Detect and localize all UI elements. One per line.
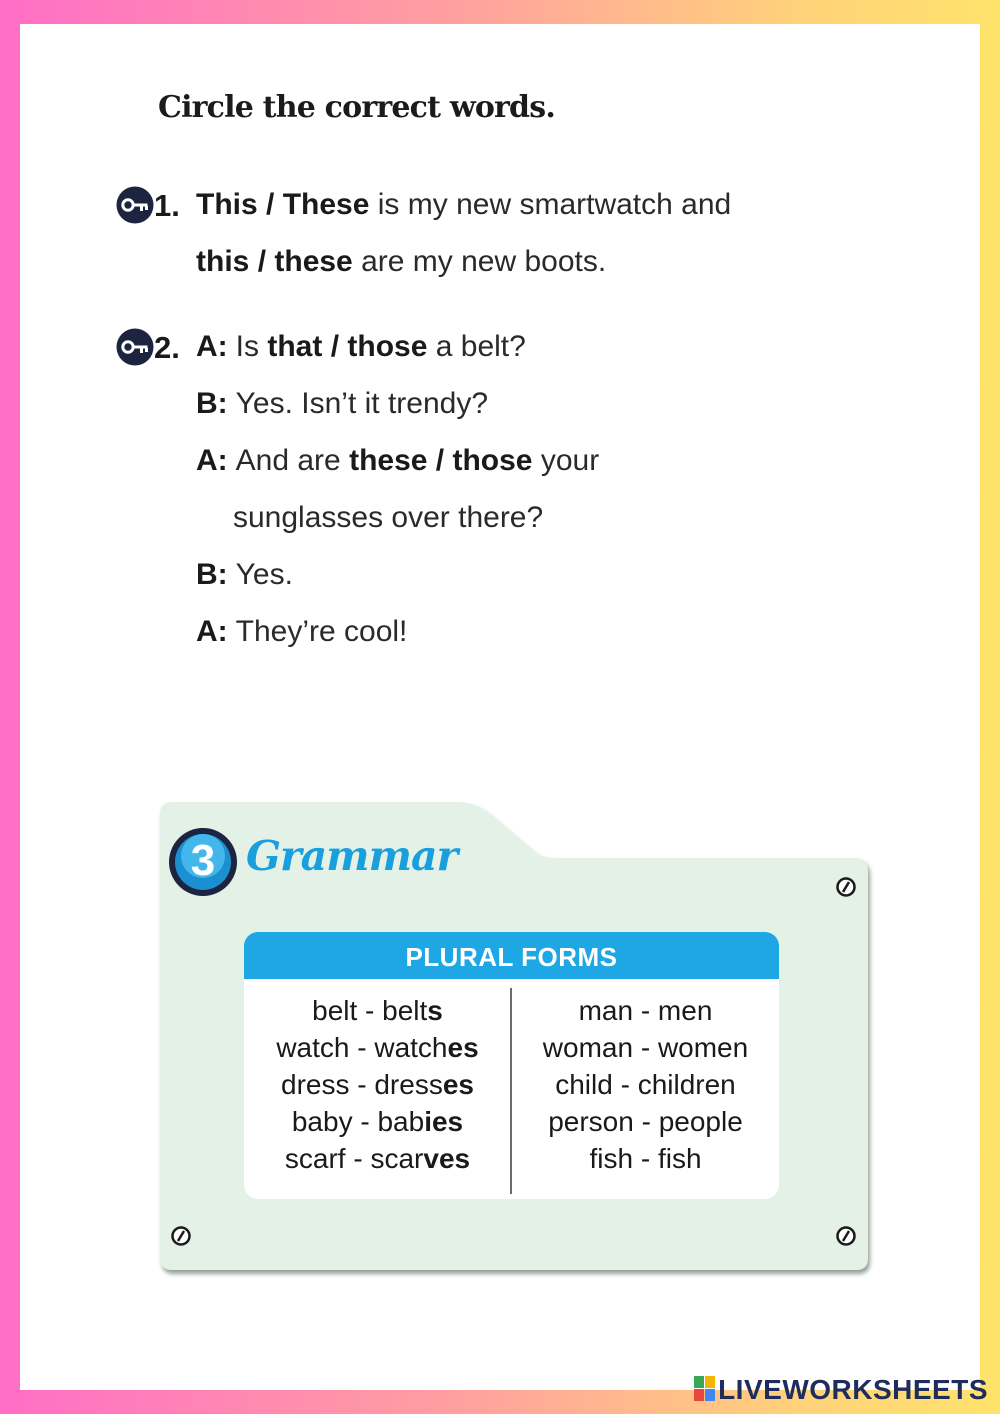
table-row: man - men [578,995,713,1026]
choice-separator: / [257,245,267,278]
table-row: baby - babies [291,1106,464,1137]
screw-icon [170,1225,192,1247]
screw-icon [835,876,857,898]
sentence-text: And are [235,444,341,477]
key-icon [116,328,154,366]
section-number-badge [167,826,239,898]
item-1-line-1 [196,188,731,222]
sentence-text: sunglasses over there? [233,501,544,534]
speaker-label: A: [196,330,228,363]
instruction-heading: Circle the correct words. [158,90,555,125]
choice-separator: / [435,444,445,477]
sentence-text: Yes. Isn’t it trendy? [235,387,489,420]
section-number: 3 [190,836,216,885]
item-number: 2. [154,330,180,365]
choice-these[interactable]: these [274,245,353,278]
dialogue-line-5 [196,558,293,592]
table-row: belt - belts [312,995,443,1026]
speaker-label: A: [196,615,228,648]
dialogue-line-4 [233,501,543,535]
plural-forms-table [244,932,779,1199]
grammar-title: Grammar [246,832,458,880]
table-row: fish - fish [589,1143,702,1174]
table-header: PLURAL FORMS [244,932,779,979]
sentence-text: a belt? [435,330,526,363]
table-row: woman - women [542,1032,749,1063]
worksheet-page [20,24,980,1390]
key-icon [116,186,154,224]
table-column-regular [244,992,511,1177]
choice-this[interactable]: this [196,245,250,278]
speaker-label: B: [196,387,228,420]
sentence-text: is my new smartwatch and [377,188,732,221]
speaker-label: A: [196,444,228,477]
choice-these[interactable]: these [349,444,428,477]
dialogue-line-3 [196,444,599,478]
item-number: 1. [154,188,180,223]
liveworksheets-logo-icon [694,1376,716,1402]
choice-separator: / [330,330,340,363]
table-row: dress - dresses [281,1069,474,1100]
table-row: scarf - scarves [284,1143,471,1174]
table-row: watch - watches [276,1032,479,1063]
item-1-line-2 [196,245,606,279]
dialogue-line-2 [196,387,488,421]
choice-these[interactable]: These [282,188,370,221]
choice-that[interactable]: that [267,330,323,363]
dialogue-line-6 [196,615,407,649]
sentence-text: Yes. [235,558,293,591]
dialogue-line-1 [196,330,526,364]
table-row: person - people [548,1106,743,1137]
choice-those[interactable]: those [347,330,428,363]
sentence-text: Is [235,330,259,363]
choice-those[interactable]: those [452,444,533,477]
speaker-label: B: [196,558,228,591]
screw-icon [835,1225,857,1247]
liveworksheets-watermark: LIVEWORKSHEETS [694,1374,988,1406]
sentence-text: are my new boots. [361,245,607,278]
choice-this[interactable]: This [196,188,258,221]
table-row: child - children [555,1069,736,1100]
sentence-text: your [540,444,600,477]
sentence-text: They’re cool! [235,615,408,648]
table-column-irregular [512,992,779,1177]
choice-separator: / [266,188,275,221]
